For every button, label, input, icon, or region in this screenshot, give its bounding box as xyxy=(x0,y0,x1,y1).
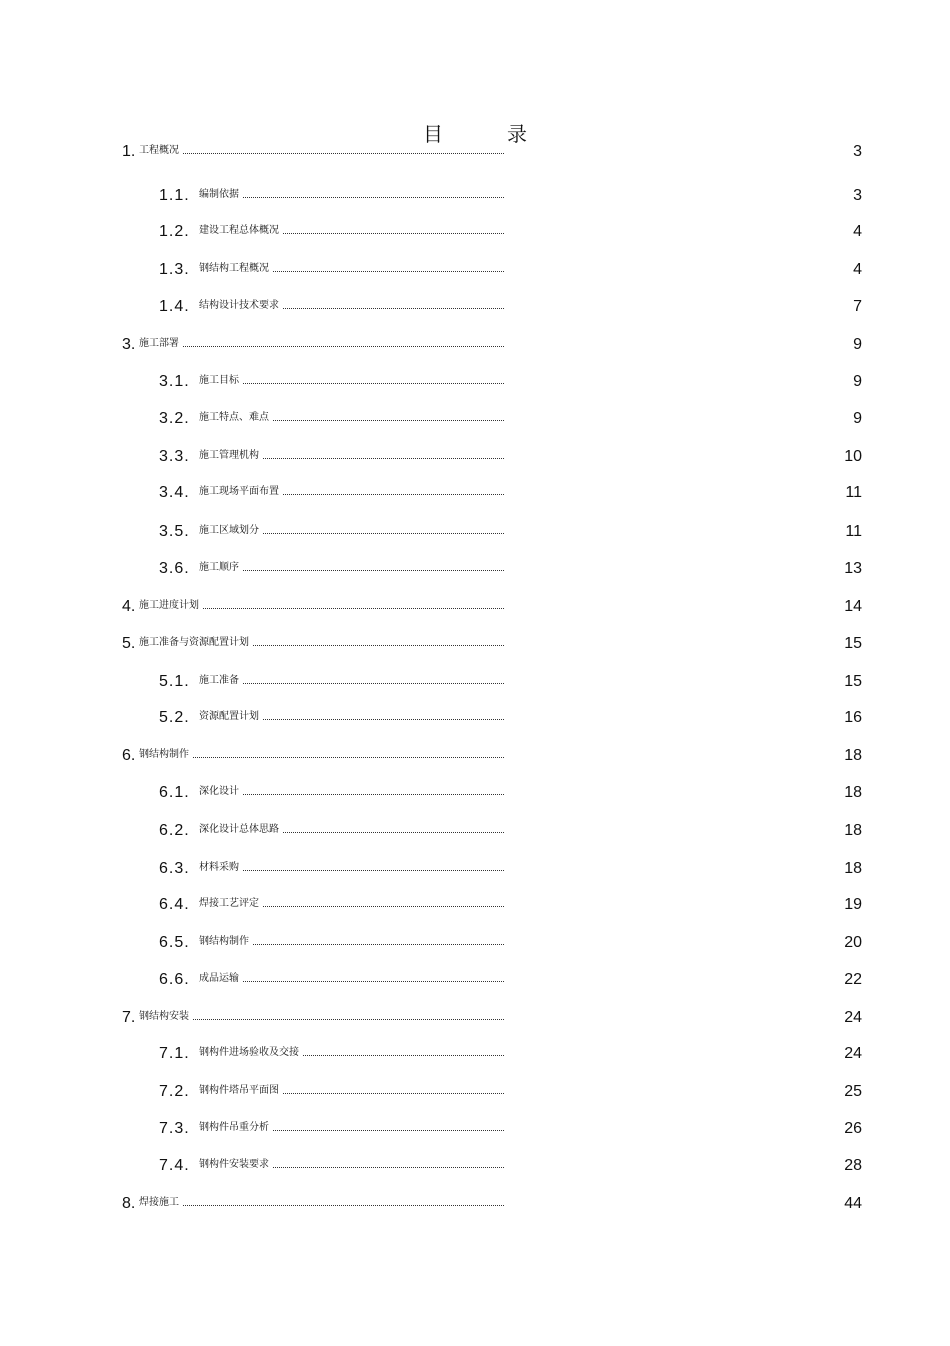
toc-entry-page-number: 16 xyxy=(844,709,862,726)
toc-entry[interactable] xyxy=(0,443,950,467)
toc-entry-label: 结构设计技术要求 xyxy=(199,300,282,311)
toc-entry[interactable] xyxy=(0,138,950,162)
toc-entry-label: 施工区域划分 xyxy=(199,525,262,536)
toc-entry-page-number: 18 xyxy=(844,860,862,877)
toc-entry-number: 3.4. xyxy=(159,484,190,501)
toc-entry-number: 6.6. xyxy=(159,971,190,988)
toc-entry[interactable] xyxy=(0,256,950,280)
toc-entry-page-number: 9 xyxy=(853,410,862,427)
toc-entry-number: 5.1. xyxy=(159,673,190,690)
toc-entry-number: 1.1. xyxy=(159,187,190,204)
toc-entry-label: 施工准备与资源配置计划 xyxy=(139,637,252,648)
toc-entry-number: 5.2. xyxy=(159,709,190,726)
toc-entry-page-number: 3 xyxy=(853,187,862,204)
toc-entry-number: 6. xyxy=(122,747,136,764)
toc-entry-number: 7.3. xyxy=(159,1120,190,1137)
toc-entry-number: 3.6. xyxy=(159,560,190,577)
toc-entry-page-number: 3 xyxy=(853,143,862,160)
toc-leader-dots xyxy=(142,346,504,347)
toc-entry-label: 施工准备 xyxy=(199,675,242,686)
toc-leader-dots xyxy=(142,153,504,154)
toc-entry-number: 6.5. xyxy=(159,934,190,951)
toc-entry-number: 3.3. xyxy=(159,448,190,465)
toc-entry-number: 3.1. xyxy=(159,373,190,390)
toc-leader-dots xyxy=(202,197,504,198)
toc-entry[interactable] xyxy=(0,218,950,242)
toc-entry-page-number: 14 xyxy=(844,598,862,615)
toc-entry-number: 7.1. xyxy=(159,1045,190,1062)
toc-entry[interactable] xyxy=(0,929,950,953)
toc-entry-label: 钢结构制作 xyxy=(139,749,192,760)
toc-entry-number: 6.4. xyxy=(159,896,190,913)
toc-entry-page-number: 11 xyxy=(845,523,862,540)
toc-entry[interactable] xyxy=(0,779,950,803)
toc-entry-number: 4. xyxy=(122,598,136,615)
toc-leader-dots xyxy=(202,683,504,684)
toc-entry-page-number: 18 xyxy=(844,747,862,764)
toc-entry-page-number: 10 xyxy=(844,448,862,465)
toc-entry[interactable] xyxy=(0,293,950,317)
toc-entry[interactable] xyxy=(0,518,950,542)
toc-entry-page-number: 11 xyxy=(845,484,862,501)
toc-entry[interactable] xyxy=(0,1040,950,1064)
toc-entry-number: 1. xyxy=(122,143,136,160)
toc-entry-label: 焊接工艺评定 xyxy=(199,898,262,909)
toc-entry[interactable] xyxy=(0,704,950,728)
toc-entry-page-number: 22 xyxy=(844,971,862,988)
toc-entry-page-number: 26 xyxy=(844,1120,862,1137)
toc-leader-dots xyxy=(142,1019,504,1020)
toc-entry-page-number: 15 xyxy=(844,673,862,690)
toc-entry-number: 1.2. xyxy=(159,223,190,240)
toc-leader-dots xyxy=(202,981,504,982)
toc-entry[interactable] xyxy=(0,1004,950,1028)
toc-entry-page-number: 44 xyxy=(844,1195,862,1212)
toc-entry-page-number: 9 xyxy=(853,336,862,353)
toc-entry-page-number: 20 xyxy=(844,934,862,951)
toc-entry-number: 8. xyxy=(122,1195,136,1212)
toc-entry[interactable] xyxy=(0,1115,950,1139)
toc-entry[interactable] xyxy=(0,630,950,654)
toc-entry-label: 施工特点、难点 xyxy=(199,412,272,423)
toc-entry-label: 钢结构工程概况 xyxy=(199,263,272,274)
toc-entry-label: 钢构件塔吊平面图 xyxy=(199,1085,282,1096)
toc-entry[interactable] xyxy=(0,1152,950,1176)
toc-entry-label: 建设工程总体概况 xyxy=(199,225,282,236)
toc-entry-page-number: 4 xyxy=(853,223,862,240)
toc-entry-number: 7. xyxy=(122,1009,136,1026)
toc-entry[interactable] xyxy=(0,742,950,766)
toc-entry[interactable] xyxy=(0,668,950,692)
toc-entry-page-number: 28 xyxy=(844,1157,862,1174)
toc-title-char-2: 录 xyxy=(507,122,527,146)
toc-entry-page-number: 7 xyxy=(853,298,862,315)
toc-entry-number: 6.1. xyxy=(159,784,190,801)
toc-entry-number: 1.4. xyxy=(159,298,190,315)
toc-entry-page-number: 9 xyxy=(853,373,862,390)
toc-entry[interactable] xyxy=(0,331,950,355)
toc-entry-page-number: 18 xyxy=(844,822,862,839)
toc-entry-label: 钢构件吊重分析 xyxy=(199,1122,272,1133)
toc-entry-label: 施工部署 xyxy=(139,338,182,349)
toc-entry-label: 深化设计总体思路 xyxy=(199,824,282,835)
toc-leader-dots xyxy=(202,794,504,795)
toc-leader-dots xyxy=(202,383,504,384)
toc-leader-dots xyxy=(202,570,504,571)
toc-entry[interactable] xyxy=(0,479,950,503)
toc-entry[interactable] xyxy=(0,593,950,617)
toc-entry[interactable] xyxy=(0,1078,950,1102)
toc-entry[interactable] xyxy=(0,855,950,879)
toc-entry[interactable] xyxy=(0,891,950,915)
toc-entry-label: 成品运输 xyxy=(199,973,242,984)
toc-entry-number: 7.2. xyxy=(159,1083,190,1100)
toc-entry-label: 施工目标 xyxy=(199,375,242,386)
toc-entry-number: 6.2. xyxy=(159,822,190,839)
toc-leader-dots xyxy=(142,1205,504,1206)
toc-entry-number: 3.2. xyxy=(159,410,190,427)
toc-entry-page-number: 24 xyxy=(844,1045,862,1062)
toc-entry-label: 焊接施工 xyxy=(139,1197,182,1208)
toc-entry[interactable] xyxy=(0,555,950,579)
toc-leader-dots xyxy=(142,757,504,758)
toc-entry-label: 资源配置计划 xyxy=(199,711,262,722)
toc-entry-page-number: 4 xyxy=(853,261,862,278)
toc-entry-page-number: 19 xyxy=(844,896,862,913)
toc-entry-label: 钢构件安装要求 xyxy=(199,1159,272,1170)
toc-entry-page-number: 15 xyxy=(844,635,862,652)
toc-entry[interactable] xyxy=(0,368,950,392)
toc-title-char-1: 目 xyxy=(423,122,443,146)
toc-entry[interactable] xyxy=(0,182,950,206)
toc-leader-dots xyxy=(202,870,504,871)
toc-entry-label: 钢构件进场验收及交接 xyxy=(199,1047,302,1058)
toc-entry-page-number: 13 xyxy=(844,560,862,577)
toc-entry-label: 施工进度计划 xyxy=(139,600,202,611)
toc-entry-number: 3.5. xyxy=(159,523,190,540)
toc-entry-label: 施工管理机构 xyxy=(199,450,262,461)
toc-entry-label: 材料采购 xyxy=(199,862,242,873)
toc-entry-label: 钢结构制作 xyxy=(199,936,252,947)
toc-entry-label: 工程概况 xyxy=(139,145,182,156)
toc-entry-label: 深化设计 xyxy=(199,786,242,797)
toc-entry-label: 施工顺序 xyxy=(199,562,242,573)
toc-entry[interactable] xyxy=(0,966,950,990)
toc-entry-label: 编制依据 xyxy=(199,189,242,200)
toc-entry-number: 6.3. xyxy=(159,860,190,877)
toc-entry-label: 钢结构安装 xyxy=(139,1011,192,1022)
toc-entry-page-number: 24 xyxy=(844,1009,862,1026)
toc-entry-label: 施工现场平面布置 xyxy=(199,486,282,497)
toc-entry[interactable] xyxy=(0,817,950,841)
toc-entry-page-number: 18 xyxy=(844,784,862,801)
toc-entry-number: 7.4. xyxy=(159,1157,190,1174)
toc-entry-number: 3. xyxy=(122,336,136,353)
toc-entry-number: 1.3. xyxy=(159,261,190,278)
toc-entry-page-number: 25 xyxy=(844,1083,862,1100)
toc-entry[interactable] xyxy=(0,405,950,429)
toc-entry-number: 5. xyxy=(122,635,136,652)
toc-entry[interactable] xyxy=(0,1190,950,1214)
